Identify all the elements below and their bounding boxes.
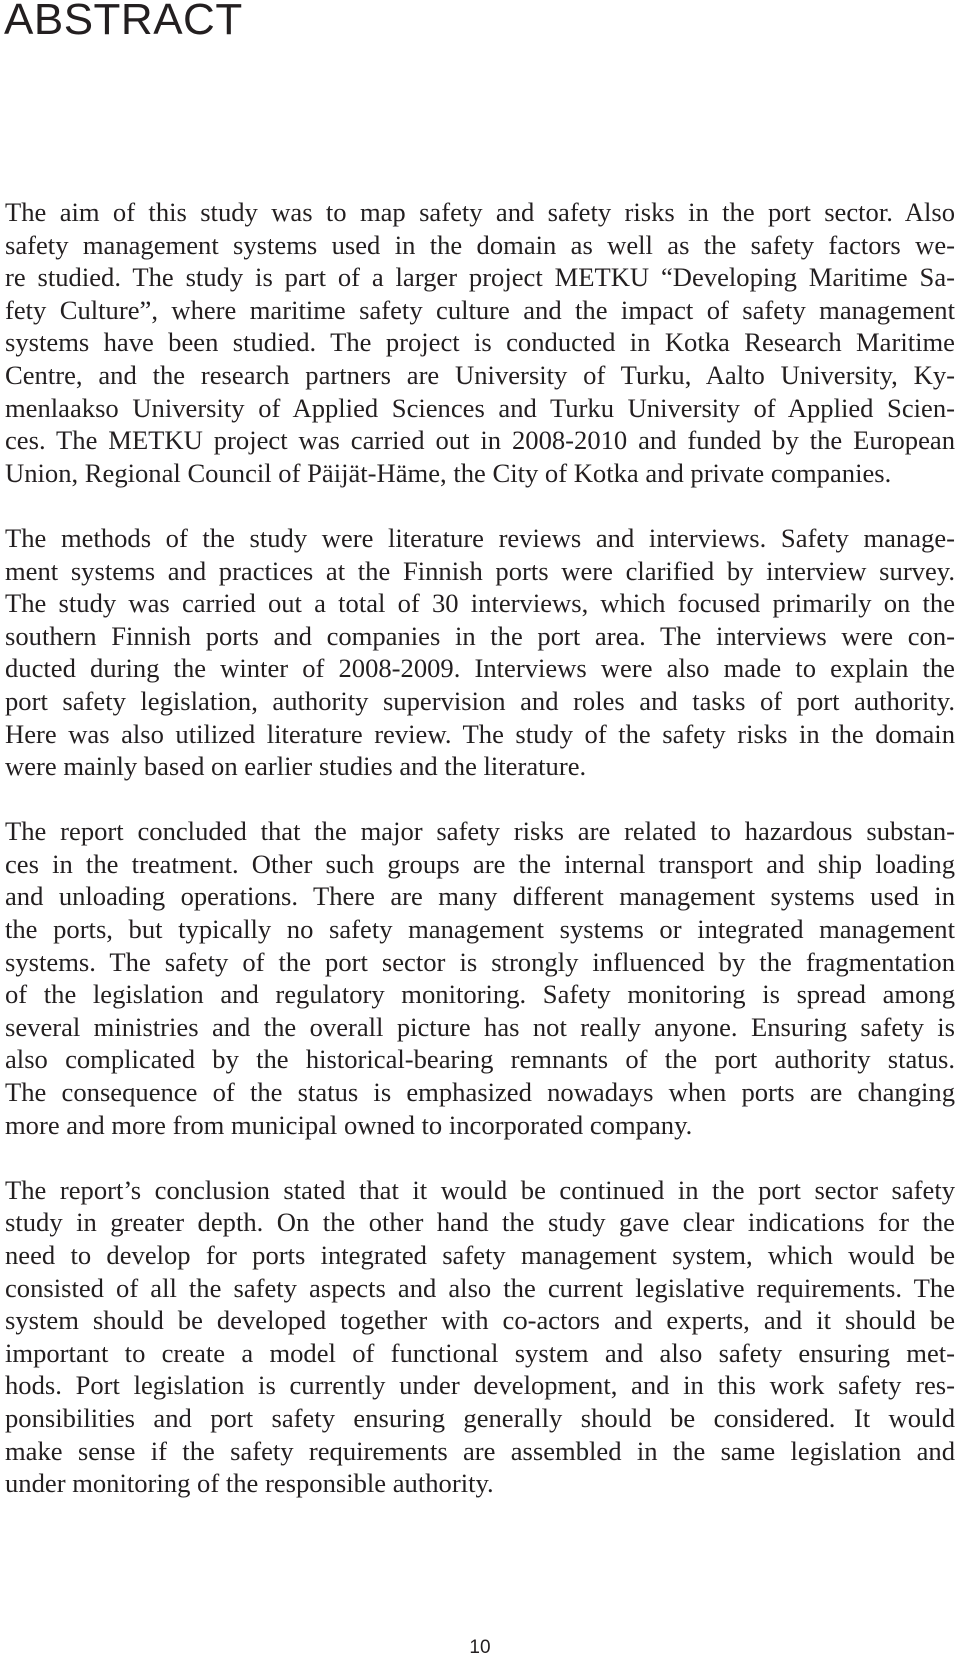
text-line: safety management systems used in the domain as well as the safety factors we- (5, 229, 955, 260)
text-line: systems have been studied. The project is conducted in Kotka Research Maritime (5, 327, 955, 358)
text-line: ducted during the winter of 2008-2009. Interviews were also made to explain the (5, 653, 955, 684)
text-line: the ports, but typically no safety management systems or integrated management (5, 914, 955, 945)
abstract-paragraph-2 (5, 522, 955, 783)
abstract-body (5, 196, 955, 1532)
text-line: consisted of all the safety aspects and also the current legislative requirements. The (5, 1272, 955, 1303)
text-line: re studied. The study is part of a larger project METKU “Developing Maritime Sa- (5, 262, 955, 293)
text-line: need to develop for ports integrated safety management system, which would be (5, 1240, 955, 1270)
text-line: ment systems and practices at the Finnish ports were clarified by interview survey. (5, 555, 955, 586)
text-line: also complicated by the historical-bearing remnants of the port authority status. (5, 1044, 955, 1075)
text-line: The report concluded that the major safety risks are related to hazardous substan- (5, 816, 955, 847)
page-number: 10 (469, 1637, 491, 1658)
text-line: ces. The METKU project was carried out in 2008-2010 and funded by the European (5, 425, 955, 456)
text-line: Here was also utilized literature review. The study of the safety risks in the domain (5, 718, 955, 749)
text-line: The aim of this study was to map safety and safety risks in the port sector. Also (5, 197, 955, 227)
text-line: several ministries and the overall picture has not really anyone. Ensuring safety is (5, 1011, 955, 1042)
abstract-paragraph-4 (5, 1174, 955, 1500)
text-line: The consequence of the status is emphasized nowadays when ports are changing (5, 1077, 955, 1108)
text-line: southern Finnish ports and companies in the port area. The interviews were con- (5, 620, 955, 651)
text-line: Union, Regional Council of Päijät-Häme, the City of Kotka and private companies. (5, 457, 892, 488)
text-line: were mainly based on earlier studies and the literature. (5, 751, 587, 782)
text-line: ponsibilities and port safety ensuring generally should be considered. It would (5, 1402, 955, 1433)
text-line: ces in the treatment. Other such groups are the internal transport and ship loading (5, 848, 955, 879)
text-line: more and more from municipal owned to incorporated company. (5, 1109, 693, 1140)
abstract-paragraph-1 (5, 196, 955, 489)
text-line: menlaakso University of Applied Sciences and Turku University of Applied Scien- (5, 392, 955, 423)
text-line: The study was carried out a total of 30 interviews, which focused primarily on the (5, 588, 955, 619)
abstract-paragraph-3 (5, 815, 955, 1141)
text-line: The methods of the study were literature reviews and interviews. Safety manage- (5, 522, 955, 553)
text-line: system should be developed together with co-actors and experts, and it should be (5, 1305, 955, 1336)
text-line: The report’s conclusion stated that it would be continued in the port sector safety (5, 1174, 955, 1205)
text-line: under monitoring of the responsible authority. (5, 1468, 494, 1499)
text-line: important to create a model of functional system and also safety ensuring met- (5, 1337, 955, 1368)
text-line: systems. The safety of the port sector is strongly influenced by the fragmentation (5, 946, 955, 977)
text-line: Centre, and the research partners are University of Turku, Aalto University, Ky- (5, 359, 955, 390)
text-line: fety Culture”, where maritime safety culture and the impact of safety management (5, 294, 955, 325)
text-line: and unloading operations. There are many different management systems used in (5, 881, 955, 912)
text-line: make sense if the safety requirements are assembled in the same legislation and (5, 1435, 955, 1466)
text-line: of the legislation and regulatory monitoring. Safety monitoring is spread among (5, 979, 955, 1010)
page-title: ABSTRACT (4, 0, 243, 44)
text-line: hods. Port legislation is currently under development, and in this work safety res- (5, 1370, 955, 1401)
text-line: port safety legislation, authority supervision and roles and tasks of port authority. (5, 685, 955, 716)
text-line: study in greater depth. On the other hand the study gave clear indications for the (5, 1207, 955, 1238)
